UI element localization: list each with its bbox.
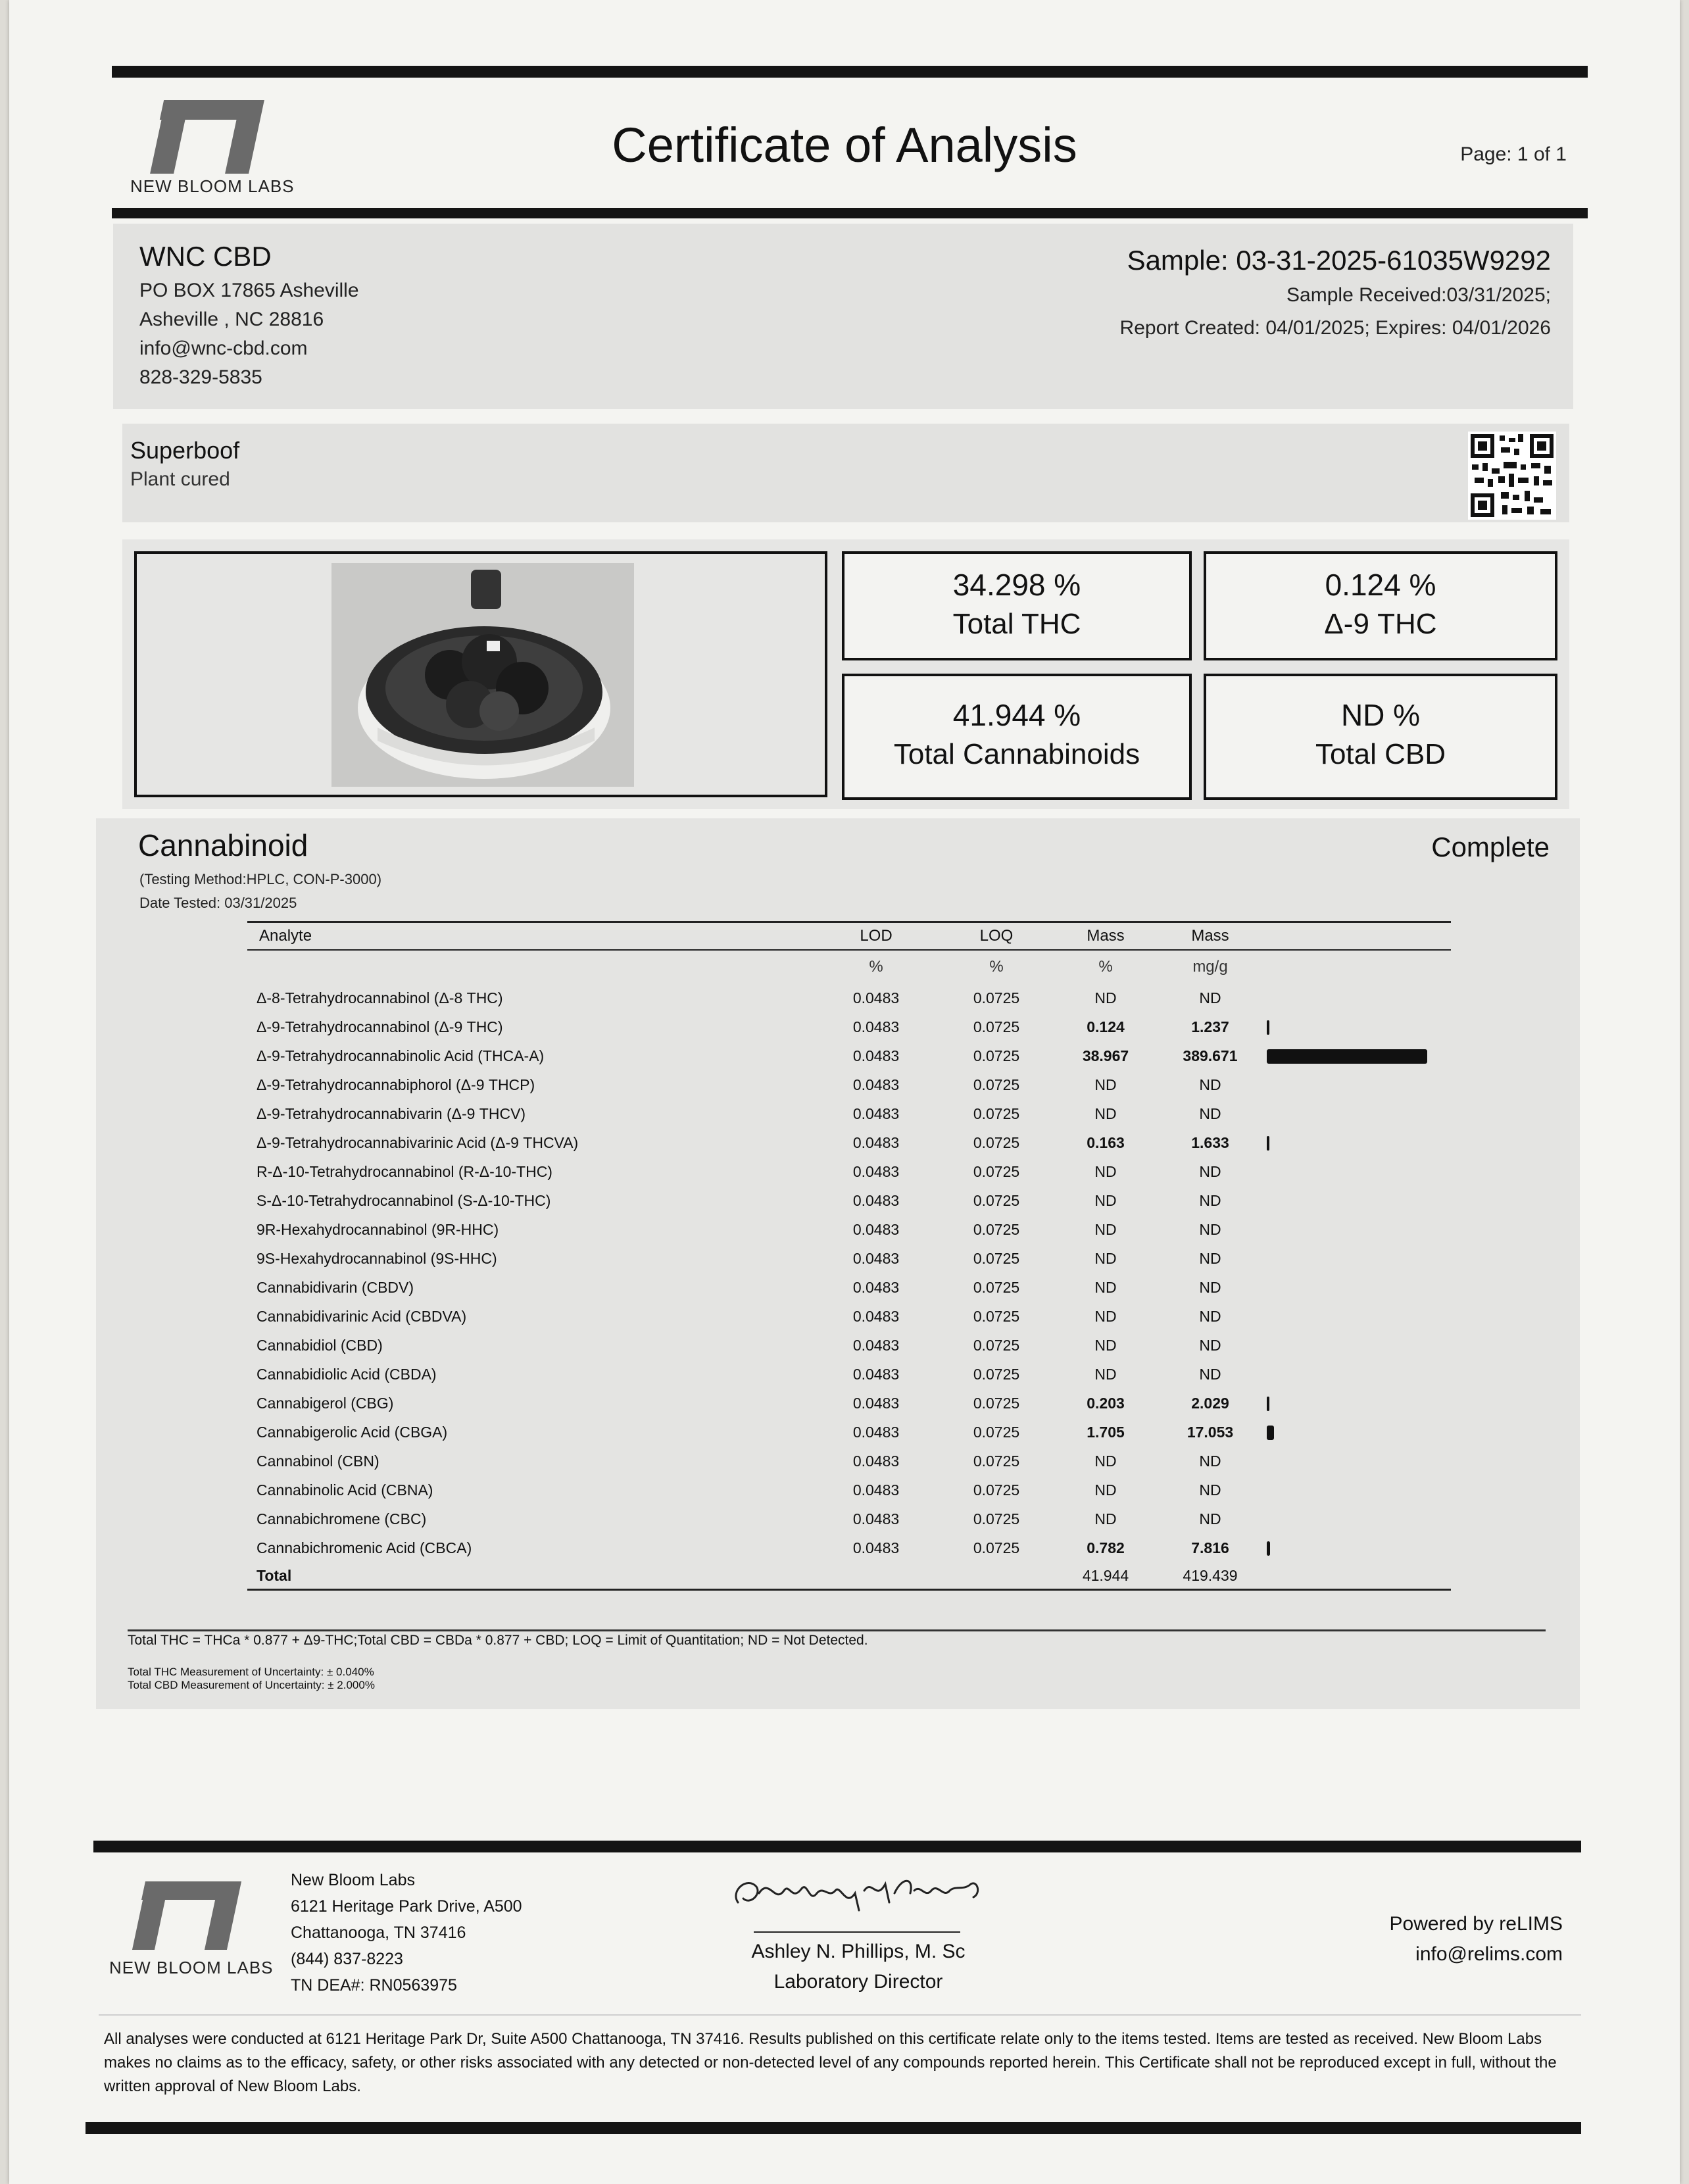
client-block xyxy=(139,241,359,392)
analyte-name: Cannabidivarin (CBDV) xyxy=(257,1278,414,1296)
loq-value: 0.0725 xyxy=(973,1104,1020,1122)
analyte-name: Cannabinol (CBN) xyxy=(257,1452,379,1470)
table-row xyxy=(247,1099,1451,1128)
analyte-name: Cannabigerolic Acid (CBGA) xyxy=(257,1423,448,1441)
stat-value: 34.298 % xyxy=(952,568,1081,602)
lab-name: New Bloom Labs xyxy=(291,1871,415,1889)
footer-divider xyxy=(99,2014,1581,2016)
analyte-name: Δ-9-Tetrahydrocannabinolic Acid (THCA-A) xyxy=(257,1047,545,1064)
signature-text xyxy=(723,1864,724,1865)
unit-lod: % xyxy=(869,958,883,976)
analyte-name: 9R-Hexahydrocannabinol (9R-HHC) xyxy=(257,1220,499,1238)
mass-mg-value: 2.029 xyxy=(1191,1394,1229,1412)
loq-value: 0.0725 xyxy=(973,1481,1020,1499)
product-type: Plant cured xyxy=(130,468,230,490)
section-title: Cannabinoid xyxy=(138,828,308,862)
lod-value: 0.0483 xyxy=(852,1307,900,1325)
mass-pct-value: ND xyxy=(1094,1076,1117,1093)
loq-value: 0.0725 xyxy=(973,1133,1020,1151)
lod-value: 0.0483 xyxy=(852,1336,900,1354)
mass-bar-cell xyxy=(1267,1447,1451,1476)
table-row xyxy=(247,1070,1451,1099)
product-panel xyxy=(122,424,1569,522)
lod-value: 0.0483 xyxy=(852,1018,900,1035)
page-title: Certificate of Analysis xyxy=(612,118,1077,172)
loq-value: 0.0725 xyxy=(973,1047,1020,1064)
header-top-rule xyxy=(112,66,1588,78)
loq-value: 0.0725 xyxy=(973,1076,1020,1093)
analyte-name: Cannabidiol (CBD) xyxy=(257,1336,383,1354)
mass-bar-cell xyxy=(1267,1186,1451,1215)
analyte-name: Cannabidiolic Acid (CBDA) xyxy=(257,1365,437,1383)
lod-value: 0.0483 xyxy=(852,989,900,1006)
lod-value: 0.0483 xyxy=(852,1133,900,1151)
col-analyte: Analyte xyxy=(247,922,817,951)
mass-mg-value: ND xyxy=(1199,1104,1221,1122)
mass-mg-value: 1.633 xyxy=(1191,1133,1229,1151)
signature-icon xyxy=(723,1864,993,1917)
date-tested: Date Tested: 03/31/2025 xyxy=(139,895,297,911)
lod-value: 0.0483 xyxy=(852,1249,900,1267)
mass-bar xyxy=(1267,1426,1274,1440)
loq-value: 0.0725 xyxy=(973,1365,1020,1383)
analyte-name: 9S-Hexahydrocannabinol (9S-HHC) xyxy=(257,1249,497,1267)
mass-pct-value: 0.124 xyxy=(1087,1018,1125,1035)
lod-value: 0.0483 xyxy=(852,1539,900,1556)
mass-bar-cell xyxy=(1267,1331,1451,1360)
mass-bar-cell xyxy=(1267,1041,1451,1070)
loq-value: 0.0725 xyxy=(973,1510,1020,1527)
loq-value: 0.0725 xyxy=(973,1423,1020,1441)
page-number: Page: 1 of 1 xyxy=(1460,143,1567,165)
mass-bar-cell xyxy=(1267,1476,1451,1504)
mass-mg-value: ND xyxy=(1199,1220,1221,1238)
mass-bar xyxy=(1267,1049,1427,1064)
loq-value: 0.0725 xyxy=(973,1394,1020,1412)
mass-bar-cell xyxy=(1267,1504,1451,1533)
mass-pct-value: ND xyxy=(1094,1104,1117,1122)
table-row xyxy=(247,1244,1451,1273)
mass-mg-value: ND xyxy=(1199,1452,1221,1470)
lab-address-1: 6121 Heritage Park Drive, A500 xyxy=(291,1897,522,1916)
disclaimer: All analyses were conducted at 6121 Heritage Park Dr, Suite A500 Chattanooga, TN 37416. Results published on this certificate relate only to the items tested. Items are tested as received. New Bloom Labs makes no claims as to the efficacy, safety, or other risks associated with any detected or non-detected level of any compounds reported herein. This Certificate shall not be reproduced except in full, without the written approval of New Bloom Labs. xyxy=(104,2030,1557,2095)
mass-bar-cell xyxy=(1267,1302,1451,1331)
lod-value: 0.0483 xyxy=(852,1452,900,1470)
mass-bar xyxy=(1267,1541,1270,1556)
mass-pct-value: ND xyxy=(1094,1220,1117,1238)
footnote-rule xyxy=(128,1629,1546,1631)
analyte-name: Cannabichromenic Acid (CBCA) xyxy=(257,1539,472,1556)
loq-value: 0.0725 xyxy=(973,1452,1020,1470)
mass-bar-cell xyxy=(1267,1128,1451,1157)
analyte-name: R-Δ-10-Tetrahydrocannabinol (R-Δ-10-THC) xyxy=(257,1162,552,1180)
lod-value: 0.0483 xyxy=(852,1047,900,1064)
mass-bar-cell xyxy=(1267,1273,1451,1302)
table-row xyxy=(247,1447,1451,1476)
mass-bar-cell xyxy=(1267,1070,1451,1099)
stat-label: Δ-9 THC xyxy=(1324,608,1437,640)
lod-value: 0.0483 xyxy=(852,1481,900,1499)
stat-total-cbd xyxy=(1204,674,1557,800)
total-mg: 419.439 xyxy=(1154,1562,1267,1590)
mass-mg-value: ND xyxy=(1199,1336,1221,1354)
powered-by-label: Powered by reLIMS xyxy=(1389,1913,1563,1935)
mass-pct-value: ND xyxy=(1094,1452,1117,1470)
lod-value: 0.0483 xyxy=(852,1423,900,1441)
analyte-name: Cannabidivarinic Acid (CBDVA) xyxy=(257,1307,467,1325)
loq-value: 0.0725 xyxy=(973,989,1020,1006)
sample-received: Sample Received:03/31/2025; xyxy=(1286,284,1551,306)
mass-mg-value: 17.053 xyxy=(1187,1423,1234,1441)
mass-pct-value: ND xyxy=(1094,1307,1117,1325)
loq-value: 0.0725 xyxy=(973,1249,1020,1267)
mass-pct-value: ND xyxy=(1094,989,1117,1006)
client-email: info@wnc-cbd.com xyxy=(139,337,308,359)
cannabinoid-table xyxy=(247,921,1451,1591)
mass-bar-cell xyxy=(1267,1360,1451,1389)
report-dates: Report Created: 04/01/2025; Expires: 04/01/2026 xyxy=(1119,317,1551,339)
table-row xyxy=(247,1418,1451,1447)
lab-contact xyxy=(291,1867,522,1998)
signer-title: Laboratory Director xyxy=(773,1971,943,1993)
table-row xyxy=(247,1012,1451,1041)
mass-bar-cell xyxy=(1267,1099,1451,1128)
lab-address-2: Chattanooga, TN 37416 xyxy=(291,1923,466,1942)
mass-bar-cell xyxy=(1267,983,1451,1012)
mass-mg-value: ND xyxy=(1199,1307,1221,1325)
mass-bar-cell xyxy=(1267,1533,1451,1562)
table-row xyxy=(247,1128,1451,1157)
lod-value: 0.0483 xyxy=(852,1278,900,1296)
total-row xyxy=(247,1562,1451,1590)
client-phone: 828-329-5835 xyxy=(139,366,262,388)
total-pct: 41.944 xyxy=(1058,1562,1154,1590)
qr-code-icon xyxy=(1468,432,1556,520)
stat-label: Total THC xyxy=(952,608,1081,640)
stat-total-cannabinoids xyxy=(842,674,1192,800)
mass-pct-value: ND xyxy=(1094,1278,1117,1296)
uncertainty-thc: Total THC Measurement of Uncertainty: ± 0.040% xyxy=(128,1666,374,1678)
mass-pct-value: ND xyxy=(1094,1249,1117,1267)
mass-bar-cell xyxy=(1267,1244,1451,1273)
powered-by-email: info@relims.com xyxy=(1415,1943,1563,1965)
mass-mg-value: ND xyxy=(1199,1162,1221,1180)
testing-method: (Testing Method:HPLC, CON-P-3000) xyxy=(139,871,382,887)
table-row xyxy=(247,1476,1451,1504)
table-row xyxy=(247,1533,1451,1562)
mass-mg-value: ND xyxy=(1199,989,1221,1006)
total-label: Total xyxy=(247,1562,817,1590)
stat-value: ND % xyxy=(1340,698,1421,732)
footer-top-rule xyxy=(93,1841,1581,1852)
table-row xyxy=(247,1360,1451,1389)
sample-id: Sample: 03-31-2025-61035W9292 xyxy=(1127,245,1551,276)
lod-value: 0.0483 xyxy=(852,1365,900,1383)
mass-bar xyxy=(1267,1136,1269,1151)
client-address-1: PO BOX 17865 Asheville xyxy=(139,280,359,301)
lod-value: 0.0483 xyxy=(852,1220,900,1238)
analyte-name: Δ-9-Tetrahydrocannabiphorol (Δ-9 THCP) xyxy=(257,1076,535,1093)
analyte-name: Δ-9-Tetrahydrocannabivarinic Acid (Δ-9 THCVA) xyxy=(257,1133,579,1151)
table-row xyxy=(247,1302,1451,1331)
analyte-name: Δ-9-Tetrahydrocannabinol (Δ-9 THC) xyxy=(257,1018,503,1035)
table-row xyxy=(247,1041,1451,1070)
loq-value: 0.0725 xyxy=(973,1220,1020,1238)
signature-line xyxy=(754,1931,960,1933)
mass-mg-value: ND xyxy=(1199,1510,1221,1527)
stat-value: 0.124 % xyxy=(1325,568,1436,602)
mass-pct-value: ND xyxy=(1094,1191,1117,1209)
stat-value: 41.944 % xyxy=(952,698,1081,732)
unit-mass-mg: mg/g xyxy=(1192,958,1228,976)
table-row xyxy=(247,1504,1451,1533)
mass-bar-cell xyxy=(1267,1157,1451,1186)
lab-dea: TN DEA#: RN0563975 xyxy=(291,1976,457,1995)
mass-mg-value: ND xyxy=(1199,1481,1221,1499)
loq-value: 0.0725 xyxy=(973,1018,1020,1035)
mass-bar-cell xyxy=(1267,1215,1451,1244)
lod-value: 0.0483 xyxy=(852,1076,900,1093)
table-row xyxy=(247,1215,1451,1244)
powered-by xyxy=(1390,1909,1563,1970)
lod-value: 0.0483 xyxy=(852,1162,900,1180)
table-row xyxy=(247,1331,1451,1360)
mass-bar-cell xyxy=(1267,1012,1451,1041)
loq-value: 0.0725 xyxy=(973,1162,1020,1180)
mass-mg-value: ND xyxy=(1199,1249,1221,1267)
col-loq: LOQ xyxy=(935,922,1058,951)
lod-value: 0.0483 xyxy=(852,1191,900,1209)
table-row xyxy=(247,1273,1451,1302)
table-row xyxy=(247,1157,1451,1186)
table-row xyxy=(247,1186,1451,1215)
analyte-name: Cannabichromene (CBC) xyxy=(257,1510,427,1527)
analyte-name: Cannabinolic Acid (CBNA) xyxy=(257,1481,433,1499)
stat-label: Total Cannabinoids xyxy=(893,738,1140,770)
table-row xyxy=(247,1389,1451,1418)
stat-delta9-thc xyxy=(1204,551,1557,660)
mass-pct-value: 0.163 xyxy=(1087,1133,1125,1151)
mass-bar xyxy=(1267,1020,1269,1035)
mass-pct-value: 0.782 xyxy=(1087,1539,1125,1556)
col-mass-pct: Mass xyxy=(1058,922,1154,951)
stat-label: Total CBD xyxy=(1315,738,1446,770)
loq-value: 0.0725 xyxy=(973,1336,1020,1354)
signer xyxy=(723,1937,993,1997)
loq-value: 0.0725 xyxy=(973,1539,1020,1556)
mass-pct-value: 0.203 xyxy=(1087,1394,1125,1412)
mass-pct-value: ND xyxy=(1094,1365,1117,1383)
lab-phone: (844) 837-8223 xyxy=(291,1950,403,1968)
mass-mg-value: 389.671 xyxy=(1183,1047,1238,1064)
loq-value: 0.0725 xyxy=(973,1278,1020,1296)
unit-loq: % xyxy=(989,958,1004,976)
footer-bottom-rule xyxy=(86,2122,1581,2134)
product-photo xyxy=(331,563,634,787)
mass-mg-value: ND xyxy=(1199,1076,1221,1093)
mass-pct-value: 38.967 xyxy=(1082,1047,1129,1064)
product-name: Superboof xyxy=(130,437,240,464)
mass-mg-value: ND xyxy=(1199,1191,1221,1209)
client-address-2: Asheville , NC 28816 xyxy=(139,309,324,330)
uncertainty-cbd: Total CBD Measurement of Uncertainty: ± 2.000% xyxy=(128,1679,375,1691)
product-photo-frame xyxy=(134,551,827,797)
mass-pct-value: 1.705 xyxy=(1087,1423,1125,1441)
mass-bar-cell xyxy=(1267,1418,1451,1447)
unit-mass-pct: % xyxy=(1098,958,1113,976)
lab-logo-text: NEW BLOOM LABS xyxy=(130,176,295,196)
footer-lab-logo-icon xyxy=(132,1881,237,1950)
mass-bar xyxy=(1267,1397,1269,1411)
analyte-name: S-Δ-10-Tetrahydrocannabinol (S-Δ-10-THC) xyxy=(257,1191,551,1209)
col-lod: LOD xyxy=(817,922,935,951)
table-row xyxy=(247,983,1451,1012)
analyte-name: Δ-9-Tetrahydrocannabivarin (Δ-9 THCV) xyxy=(257,1104,526,1122)
client-name: WNC CBD xyxy=(139,241,272,272)
lod-value: 0.0483 xyxy=(852,1394,900,1412)
footer-lab-logo-text: NEW BLOOM LABS xyxy=(109,1958,274,1977)
col-bar xyxy=(1267,922,1451,951)
analyte-name: Δ-8-Tetrahydrocannabinol (Δ-8 THC) xyxy=(257,989,503,1006)
signer-name: Ashley N. Phillips, M. Sc xyxy=(751,1941,966,1962)
mass-pct-value: ND xyxy=(1094,1481,1117,1499)
loq-value: 0.0725 xyxy=(973,1191,1020,1209)
lod-value: 0.0483 xyxy=(852,1104,900,1122)
header-bottom-rule xyxy=(112,208,1588,218)
mass-mg-value: ND xyxy=(1199,1278,1221,1296)
mass-pct-value: ND xyxy=(1094,1336,1117,1354)
section-status: Complete xyxy=(1431,831,1550,862)
mass-mg-value: 7.816 xyxy=(1191,1539,1229,1556)
stat-total-thc xyxy=(842,551,1192,660)
footnote: Total THC = THCa * 0.877 + Δ9-THC;Total CBD = CBDa * 0.877 + CBD; LOQ = Limit of Quantitation; ND = Not Detected. xyxy=(128,1633,868,1648)
loq-value: 0.0725 xyxy=(973,1307,1020,1325)
mass-pct-value: ND xyxy=(1094,1510,1117,1527)
mass-bar-cell xyxy=(1267,1389,1451,1418)
mass-mg-value: 1.237 xyxy=(1191,1018,1229,1035)
analyte-name: Cannabigerol (CBG) xyxy=(257,1394,394,1412)
lod-value: 0.0483 xyxy=(852,1510,900,1527)
mass-mg-value: ND xyxy=(1199,1365,1221,1383)
mass-pct-value: ND xyxy=(1094,1162,1117,1180)
col-mass-mg: Mass xyxy=(1154,922,1267,951)
